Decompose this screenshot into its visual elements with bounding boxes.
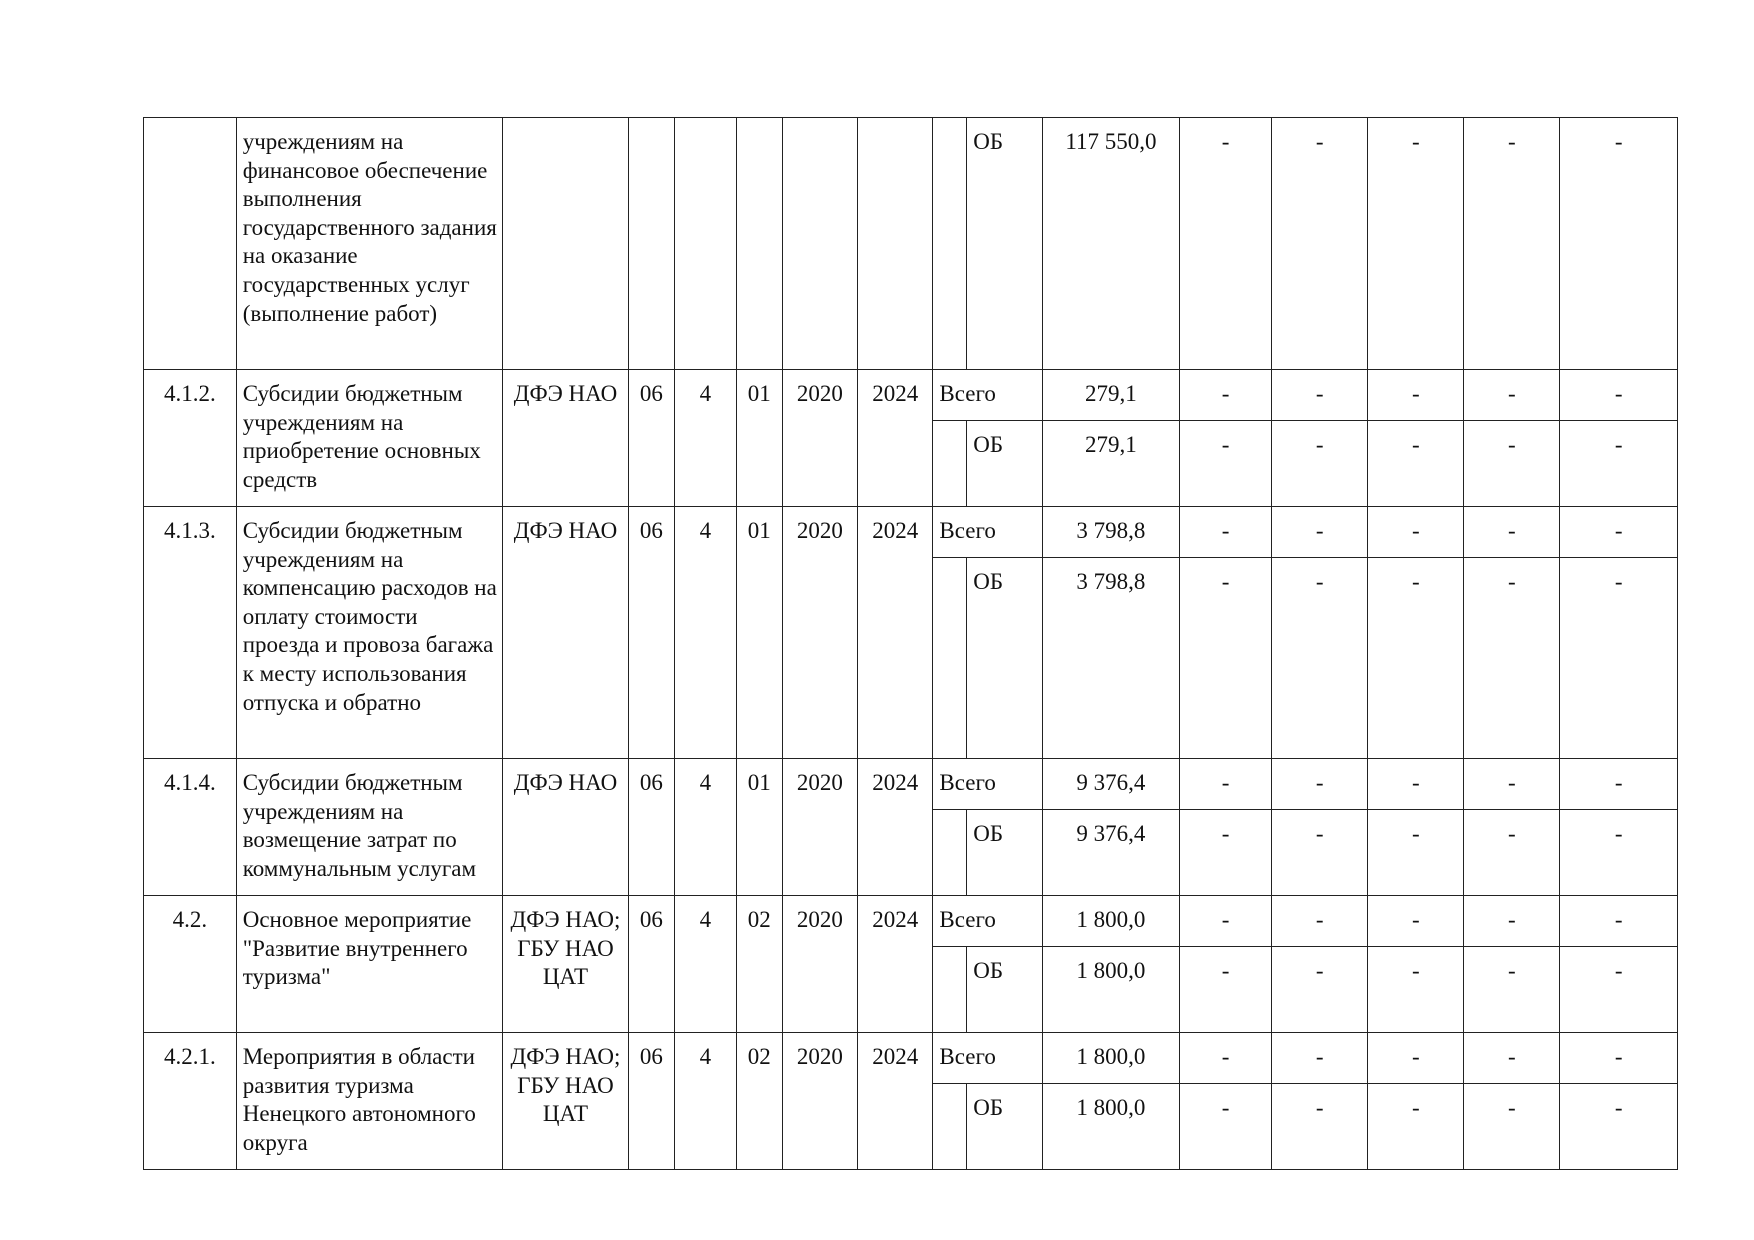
indent-cell: [933, 947, 967, 1033]
amount-cell: 279,1: [1042, 370, 1179, 421]
table-row: [144, 759, 1754, 810]
start-year: 2020: [782, 896, 857, 1033]
table-row: [144, 1033, 1754, 1084]
year-value-cell: -: [1464, 1084, 1560, 1170]
year-value-cell: -: [1368, 1033, 1464, 1084]
year-value-cell: -: [1368, 370, 1464, 421]
row-number: 4.2.: [144, 896, 237, 1033]
year-value-cell: -: [1272, 421, 1368, 507]
year-value-cell: -: [1368, 118, 1464, 370]
row-number: [144, 118, 237, 370]
start-year: [782, 118, 857, 370]
year-value-cell: -: [1560, 896, 1678, 947]
year-value-cell: -: [1180, 558, 1272, 759]
year-value-cell: -: [1272, 1033, 1368, 1084]
finance-type-cell: Всего: [933, 759, 1042, 810]
row-number: 4.2.1.: [144, 1033, 237, 1170]
code-2: [674, 118, 736, 370]
start-year: 2020: [782, 370, 857, 507]
code-1: 06: [629, 1033, 675, 1170]
amount-cell: 9 376,4: [1042, 810, 1179, 896]
year-value-cell: -: [1272, 118, 1368, 370]
row-number: 4.1.4.: [144, 759, 237, 896]
year-value-cell: -: [1180, 1033, 1272, 1084]
year-value-cell: -: [1272, 896, 1368, 947]
code-3: 02: [736, 1033, 782, 1170]
code-3: 01: [736, 759, 782, 896]
row-number: 4.1.2.: [144, 370, 237, 507]
start-year: 2020: [782, 507, 857, 759]
table-row: [144, 507, 1754, 558]
amount-cell: 9 376,4: [1042, 759, 1179, 810]
code-2: 4: [674, 1033, 736, 1170]
year-value-cell: -: [1272, 759, 1368, 810]
executor: ДФЭ НАО: [502, 370, 628, 507]
executor: ДФЭ НАО; ГБУ НАО ЦАТ: [502, 1033, 628, 1170]
code-2: 4: [674, 896, 736, 1033]
year-value-cell: -: [1272, 947, 1368, 1033]
year-value-cell: -: [1560, 947, 1678, 1033]
code-3: 02: [736, 896, 782, 1033]
year-value-cell: -: [1368, 896, 1464, 947]
amount-cell: 1 800,0: [1042, 1084, 1179, 1170]
finance-type-cell: Всего: [933, 1033, 1042, 1084]
year-value-cell: -: [1560, 118, 1678, 370]
amount-cell: 1 800,0: [1042, 896, 1179, 947]
year-value-cell: -: [1180, 810, 1272, 896]
financing-table: [143, 117, 1754, 1170]
year-value-cell: -: [1368, 1084, 1464, 1170]
executor: [502, 118, 628, 370]
code-1: [629, 118, 675, 370]
year-value-cell: -: [1180, 1084, 1272, 1170]
year-value-cell: -: [1272, 370, 1368, 421]
finance-source-cell: ОБ: [967, 1084, 1043, 1170]
table-row: [144, 370, 1754, 421]
year-value-cell: -: [1368, 558, 1464, 759]
code-2: 4: [674, 370, 736, 507]
end-year: 2024: [858, 507, 933, 759]
code-1: 06: [629, 370, 675, 507]
year-value-cell: -: [1272, 1084, 1368, 1170]
indent-cell: [933, 421, 967, 507]
executor: ДФЭ НАО; ГБУ НАО ЦАТ: [502, 896, 628, 1033]
year-value-cell: -: [1180, 759, 1272, 810]
event-name: Мероприятия в области развития туризма Ненецкого автономного округа: [236, 1033, 502, 1170]
year-value-cell: -: [1368, 759, 1464, 810]
finance-source-cell: ОБ: [967, 810, 1043, 896]
code-1: 06: [629, 759, 675, 896]
event-name: Субсидии бюджетным учреждениям на компенсацию расходов на оплату стоимости проезда и провоза багажа к месту использования отпуска и обратно: [236, 507, 502, 759]
year-value-cell: -: [1560, 1084, 1678, 1170]
code-1: 06: [629, 896, 675, 1033]
code-3: 01: [736, 370, 782, 507]
finance-source-cell: ОБ: [967, 118, 1043, 370]
year-value-cell: -: [1368, 947, 1464, 1033]
executor: ДФЭ НАО: [502, 507, 628, 759]
year-value-cell: -: [1180, 421, 1272, 507]
finance-type-cell: Всего: [933, 370, 1042, 421]
year-value-cell: -: [1180, 370, 1272, 421]
end-year: [858, 118, 933, 370]
year-value-cell: -: [1272, 810, 1368, 896]
year-value-cell: -: [1560, 507, 1678, 558]
code-2: 4: [674, 507, 736, 759]
year-value-cell: -: [1464, 1033, 1560, 1084]
finance-source-cell: ОБ: [967, 558, 1043, 759]
end-year: 2024: [858, 759, 933, 896]
code-1: 06: [629, 507, 675, 759]
indent-cell: [933, 1084, 967, 1170]
event-name: Основное мероприятие "Развитие внутреннего туризма": [236, 896, 502, 1033]
event-name: Субсидии бюджетным учреждениям на приобретение основных средств: [236, 370, 502, 507]
indent-cell: [933, 558, 967, 759]
row-number: 4.1.3.: [144, 507, 237, 759]
year-value-cell: -: [1560, 759, 1678, 810]
start-year: 2020: [782, 1033, 857, 1170]
year-value-cell: -: [1272, 507, 1368, 558]
year-value-cell: -: [1368, 507, 1464, 558]
amount-cell: 3 798,8: [1042, 507, 1179, 558]
event-name: Субсидии бюджетным учреждениям на возмещение затрат по коммунальным услугам: [236, 759, 502, 896]
year-value-cell: -: [1180, 896, 1272, 947]
finance-source-cell: ОБ: [967, 947, 1043, 1033]
indent-cell: [933, 118, 967, 370]
executor: ДФЭ НАО: [502, 759, 628, 896]
year-value-cell: -: [1272, 558, 1368, 759]
amount-cell: 1 800,0: [1042, 947, 1179, 1033]
table-row: [144, 896, 1754, 947]
year-value-cell: -: [1560, 558, 1678, 759]
year-value-cell: -: [1560, 810, 1678, 896]
year-value-cell: -: [1180, 118, 1272, 370]
amount-cell: 3 798,8: [1042, 558, 1179, 759]
year-value-cell: -: [1464, 507, 1560, 558]
year-value-cell: -: [1464, 810, 1560, 896]
year-value-cell: -: [1464, 947, 1560, 1033]
year-value-cell: -: [1560, 1033, 1678, 1084]
indent-cell: [933, 810, 967, 896]
year-value-cell: -: [1368, 810, 1464, 896]
finance-source-cell: ОБ: [967, 421, 1043, 507]
event-name: учреждениям на финансовое обеспечение выполнения государственного задания на оказание государственных услуг (выполнение работ): [236, 118, 502, 370]
year-value-cell: -: [1368, 421, 1464, 507]
amount-cell: 279,1: [1042, 421, 1179, 507]
year-value-cell: -: [1180, 947, 1272, 1033]
year-value-cell: -: [1180, 507, 1272, 558]
start-year: 2020: [782, 759, 857, 896]
table-row: [144, 118, 1754, 370]
code-2: 4: [674, 759, 736, 896]
finance-type-cell: Всего: [933, 507, 1042, 558]
year-value-cell: -: [1464, 896, 1560, 947]
year-value-cell: -: [1464, 558, 1560, 759]
amount-cell: 1 800,0: [1042, 1033, 1179, 1084]
amount-cell: 117 550,0: [1042, 118, 1179, 370]
code-3: 01: [736, 507, 782, 759]
year-value-cell: -: [1464, 421, 1560, 507]
year-value-cell: -: [1560, 370, 1678, 421]
finance-type-cell: Всего: [933, 896, 1042, 947]
year-value-cell: -: [1560, 421, 1678, 507]
year-value-cell: -: [1464, 759, 1560, 810]
end-year: 2024: [858, 370, 933, 507]
code-3: [736, 118, 782, 370]
year-value-cell: -: [1464, 118, 1560, 370]
end-year: 2024: [858, 896, 933, 1033]
end-year: 2024: [858, 1033, 933, 1170]
year-value-cell: -: [1464, 370, 1560, 421]
